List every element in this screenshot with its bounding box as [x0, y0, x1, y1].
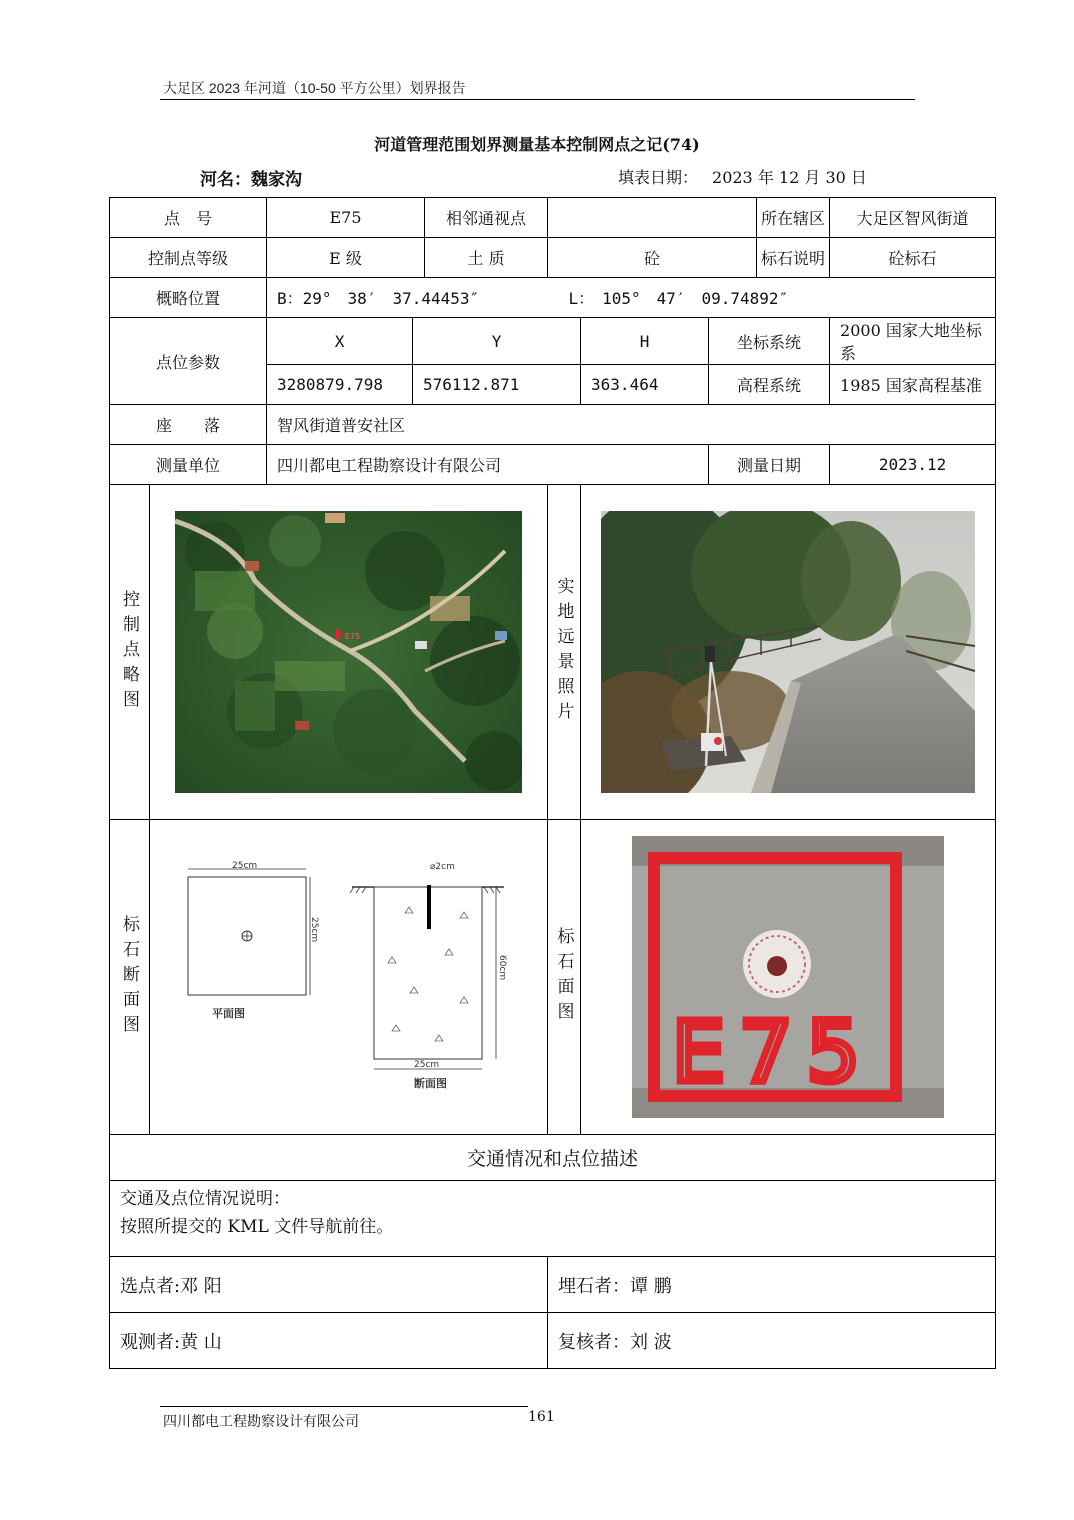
section-width-label: 25cm: [413, 1060, 439, 1070]
checker: 复核者：刘 波: [548, 1313, 996, 1369]
photo-label: 实地远景照片: [553, 577, 574, 727]
adjacent-value: [548, 198, 757, 238]
section-caption: 断面图: [413, 1077, 447, 1090]
burier: 埋石者：谭 鹏: [548, 1257, 996, 1313]
sketch-cell: [150, 485, 548, 820]
h-value: 363.464: [581, 365, 709, 405]
river-name: 河名：魏家沟: [200, 170, 302, 190]
district-label: 所在辖区: [757, 198, 830, 238]
point-no-label: 点 号: [110, 198, 267, 238]
fill-date-label: 填表日期：: [618, 168, 699, 187]
sat-marker-label: E75: [345, 632, 361, 641]
survey-date-value: 2023.12: [830, 445, 996, 485]
point-no: E75: [267, 198, 425, 238]
page-title: 河道管理范围划界测量基本控制网点之记(74): [374, 135, 700, 154]
approx-label: 概略位置: [110, 278, 267, 318]
stone-face-text: E75: [672, 1003, 874, 1101]
grade-value: E 级: [267, 238, 425, 278]
footer-company: 四川都电工程勘察设计有限公司: [163, 1413, 359, 1429]
plan-width-label: 25cm: [231, 861, 257, 871]
traffic-desc: [110, 1181, 996, 1257]
plan-caption: 平面图: [211, 1007, 245, 1020]
fill-date-value: 2023 年 12 月 30 日: [712, 168, 867, 187]
location-value: 智风街道普安社区: [267, 405, 996, 445]
sketch-label: 控制点略图: [119, 589, 139, 715]
section-depth-label: 60cm: [496, 955, 507, 981]
traffic-label: 交通及点位情况说明：: [120, 1189, 290, 1209]
traffic-title: 交通情况和点位描述: [110, 1135, 996, 1181]
latitude: B：29° 38′ 37.44453″: [277, 289, 480, 308]
x-header: X: [267, 318, 413, 365]
params-label: 点位参数: [110, 318, 267, 405]
section-label: 标石断面图: [119, 914, 139, 1040]
page-header: 大足区 2023 年河道（10-50 平方公里）划界报告: [163, 80, 466, 96]
longitude: L： 105° 47′ 09.74892″: [568, 289, 789, 308]
coord-sys-label: 坐标系统: [709, 318, 830, 365]
adjacent-label: 相邻通视点: [425, 198, 548, 238]
plan-height-label: 25cm: [308, 917, 319, 943]
elev-sys-value: 1985 国家高程基准: [830, 365, 996, 405]
unit-value: 四川都电工程勘察设计有限公司: [267, 445, 709, 485]
location-label: 座 落: [110, 405, 267, 445]
photo-label-cell: [548, 485, 581, 820]
y-value: 576112.871: [413, 365, 581, 405]
marker-value: 砼标石: [830, 238, 996, 278]
field-photo: [601, 511, 975, 793]
soil-value: 砼: [548, 238, 757, 278]
face-cell: [581, 820, 996, 1135]
satellite-map: [175, 511, 522, 793]
y-header: Y: [413, 318, 581, 365]
traffic-text: 按照所提交的 KML 文件导航前往。: [120, 1217, 394, 1237]
marker-label: 标石说明: [757, 238, 830, 278]
unit-label: 测量单位: [110, 445, 267, 485]
photo-cell: [581, 485, 996, 820]
soil-label: 土 质: [425, 238, 548, 278]
fill-date: [618, 165, 867, 188]
section-diagram: [164, 857, 534, 1097]
coord-sys-value: 2000 国家大地坐标系: [830, 318, 996, 365]
section-label-cell: [110, 820, 150, 1135]
selector: 选点者:邓 阳: [110, 1257, 548, 1313]
elev-sys-label: 高程系统: [709, 365, 830, 405]
approx-value: [267, 278, 996, 318]
footer-divider: [160, 1406, 528, 1407]
x-value: 3280879.798: [267, 365, 413, 405]
face-label-cell: [548, 820, 581, 1135]
page-number: 161: [528, 1409, 555, 1425]
face-label: 标石面图: [553, 927, 574, 1027]
district-value: 大足区智风街道: [830, 198, 996, 238]
h-header: H: [581, 318, 709, 365]
stone-face-photo: [632, 836, 944, 1118]
control-point-table: [109, 197, 996, 1369]
grade-label: 控制点等级: [110, 238, 267, 278]
observer: 观测者:黄 山: [110, 1313, 548, 1369]
section-cell: [150, 820, 548, 1135]
survey-date-label: 测量日期: [709, 445, 830, 485]
header-divider: [160, 99, 915, 100]
section-top-label: ⌀2cm: [429, 862, 455, 872]
sketch-label-cell: [110, 485, 150, 820]
